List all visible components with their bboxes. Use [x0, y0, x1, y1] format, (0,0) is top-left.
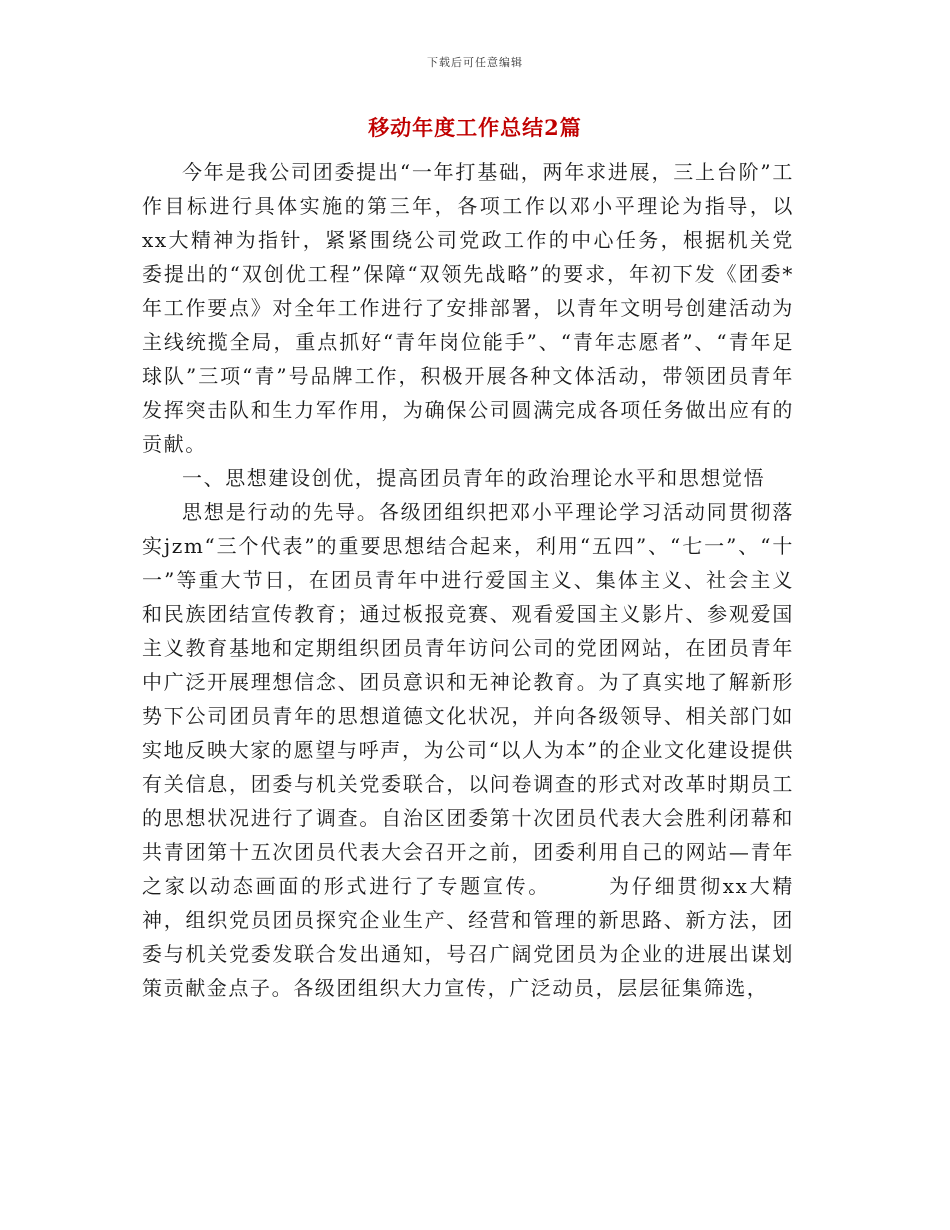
header-note: 下载后可任意编辑 — [427, 56, 523, 69]
paragraph-section-1: 思想是行动的先导。各级团组织把邓小平理论学习活动同贯彻落实jzm“三个代表”的重要思想结合起来，利用“五四”、“七一”、“十一”等重大节日，在团员青年中进行爱国主义、集体主义、社会主义和民族团结宣传教育；通过板报竞赛、观看爱国主义影片、参观爱国主义教育基地和定期组织团员青年访问公司的党团网站，在团员青年中广泛开展理想信念、团员意识和无神论教育。为了真实地了解新形势下公司团员青年的思想道德文化状况，并向各级领导、相关部门如实地反映大家的愿望与呼声，为公司“以人为本”的企业文化建设提供有关信息，团委与机关党委联合，以问卷调查的形式对改革时期员工的思想状况进行了调查。自治区团委第十次团员代表大会胜利闭幕和共青团第十五次团员代表大会召开之前，团委利用自己的网站—青年之家以动态画面的形式进行了专题宣传。 为仔细贯彻xx大精神，组织党员团员探究企业生产、经营和管理的新思路、新方法，团委与机关党委发联合发出通知，号召广阔党团员为企业的进展出谋划策贡献金点子。各级团组织大力宣传，广泛动员，层层征集筛选， — [142, 500, 794, 1000]
paragraph-intro: 今年是我公司团委提出“一年打基础，两年求进展，三上台阶”工作目标进行具体实施的第三年，各项工作以邓小平理论为指导，以xx大精神为指针，紧紧围绕公司党政工作的中心任务，根据机关党委提出的“双创优工程”保障“双领先战略”的要求，年初下发《团委*年工作要点》对全年工作进行了安排部署，以青年文明号创建活动为主线统揽全局，重点抓好“青年岗位能手”、“青年志愿者”、“青年足球队”三项“青”号品牌工作，积极开展各种文体活动，带领团员青年发挥突击队和生力军作用，为确保公司圆满完成各项任务做出应有的贡献。 — [142, 160, 794, 456]
document-title: 移动年度工作总结2篇 — [368, 115, 582, 140]
section-heading-1: 一、思想建设创优，提高团员青年的政治理论水平和思想觉悟 — [182, 466, 766, 490]
document-body — [142, 155, 794, 1005]
